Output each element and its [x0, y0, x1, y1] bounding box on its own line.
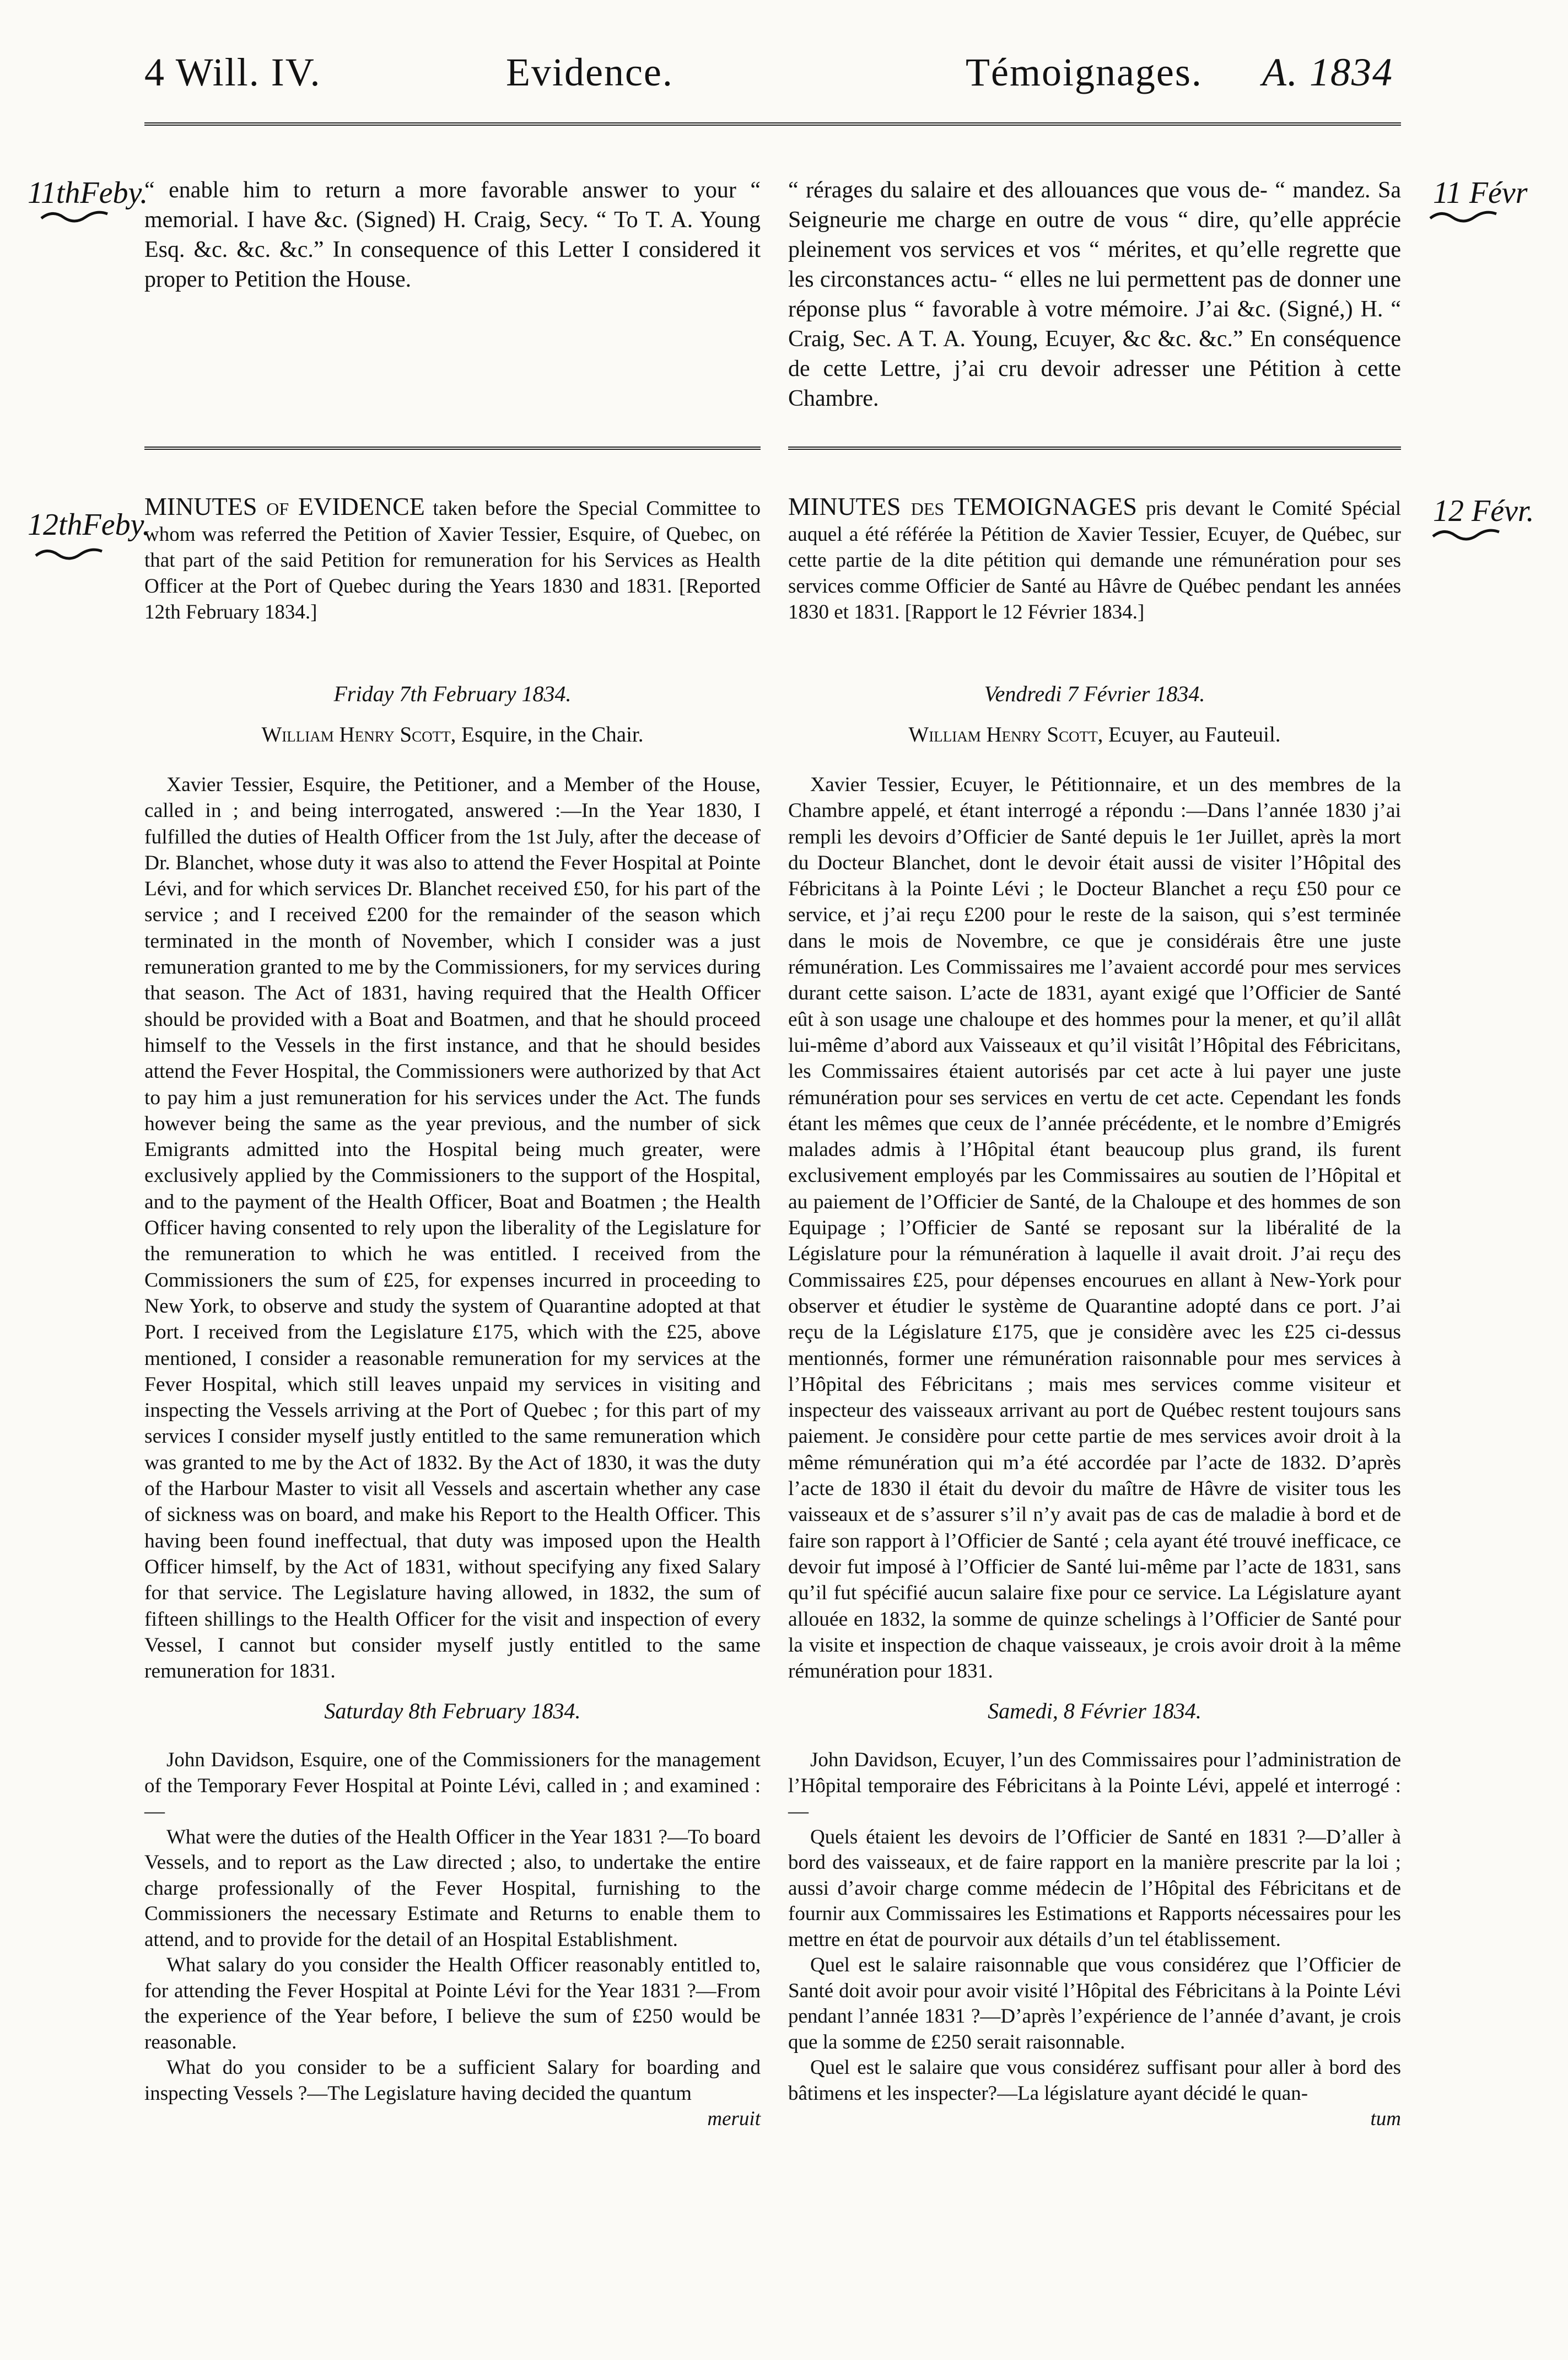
running-head-title-fr: Témoignages.	[966, 50, 1203, 94]
minutes-text: taken before the Special Committee to whom was referred the Petition of Xavier Tessier, Esquire, of Quebec, on that part of the said Petition for remuneration for his Services as Health Officer at the Port of Quebec during the Years 1830 and 1831. [Reported 12th February 1834.]	[144, 497, 761, 623]
paragraph: John Davidson, Ecuyer, l’un des Commissaires pour l’administration de l’Hôpital temporaire des Fébricitans à la Pointe Lévi, appelé et interrogé :—	[788, 1749, 1401, 1823]
testimony-davidson-en	[144, 1748, 761, 2132]
qa-item: What do you consider to be a sufficient Salary for boarding and inspecting Vessels ?—The Legislature having decided the quantum	[144, 2056, 761, 2105]
paragraph: John Davidson, Esquire, one of the Commissioners for the management of the Temporary Fever Hospital at Pointe Lévi, called in ; and examined :—	[144, 1749, 761, 1823]
minutes-lead: MINUTES of EVIDENCE	[144, 492, 425, 520]
qa-item: Quel est le salaire raisonnable que vous considérez que l’Officier de Santé doit avoir pour avoir visité l’Hôpital des Fébricitans à la Pointe Lévi pendant l’année 1831 ?—D’après l’expérience de l’année d’avant, je crois que la somme de £250 serait raisonnable.	[788, 1954, 1401, 2053]
margin-date-fr-1: 11 Févr	[1433, 176, 1528, 210]
letter-text-fr	[788, 175, 1401, 413]
flourish-ornament	[1430, 526, 1502, 543]
minutes-text: pris devant le Comité Spécial auquel a été référée la Pétition de Xavier Tessier, Ecuyer, de Québec, sur cette partie de la dite pétition qui demande une rémunération pour ses services comme Officier de Santé au Hâvre de Québec pendant les années 1830 et 1831. [Rapport le 12 Février 1834.]	[788, 497, 1402, 623]
chair-rest: , Esquire, in the Chair.	[450, 723, 644, 746]
flourish-ornament	[33, 546, 105, 562]
session-date-en-2: Saturday 8th February 1834.	[324, 1698, 581, 1723]
paragraph: Xavier Tessier, Ecuyer, le Pétitionnaire, et un des membres de la Chambre appelé, et étant interrogé a répondu :—Dans l’année 1830 j’ai rempli les devoirs d’Officier de Santé depuis le 1er Juillet, après la mort du Docteur Blanchet, dont le devoir était aussi de visiter l’Hôpital des Fébricitans à la Pointe Lévi ; le Docteur Blanchet a reçu £50 pour ce service, et j’ai reçu £200 pour le reste de la saison, qui s’est terminée dans le mois de Novembre, ce que je considérais être une juste rémunération. Les Commissaires me l’avaient accordé pour mes services durant cette saison. L’acte de 1831, ayant exigé que l’Officier de Santé eût à son usage une chaloupe et des hommes pour la mener, et qu’il allât lui-même d’abord aux Vaisseaux et qu’il visitât l’Hôpital des Fébricitans, les Commissaires étaient autorisés par cet acte à lui payer une juste rémunération pour ses services en vertu de cet acte. Cependant les fonds étant les mêmes que ceux de l’année précédente, et le nombre d’Emigrés malades admis à l’Hôpital étant beaucoup plus grand, ils furent exclusivement employés par les Commissaires au soutien de l’Hôpital et au paiement de l’Officier de Santé, de la Chaloupe et des hommes de son Equipage ; l’Officier de Santé se reposant sur la libéralité de la Législature pour la rémunération à laquelle il avait droit. J’ai reçu des Commissaires £25, pour dépenses encourues en allant à New-York pour observer et étudier le système de Quarantine adopté dans ce port. J’ai reçu de la Législature £175, que je considère avec les £25 ci-dessus mentionnés, former une rémunération raisonnable pour mes services à l’Hôpital des Fébricitans ; mais mes services comme visiteur et inspecteur des vaisseaux arrivant au port de Québec restent toujours sans paiement. Je considère pour cette partie de mes services avoir droit à la même rémunération qui m’a été accordée par l’acte de 1832. D’après l’acte de 1830 il était du devoir du maître de Hâvre de visiter tous les vaisseaux et de s’assurer s’il n’y avait pas de cas de maladie à bord et de faire son rapport à l’Officier de Santé ; cela ayant été trouvé inefficace, ce devoir fut imposé à l’Officier de Santé lui-même par l’acte de 1831, sans qu’il fut spécifié aucun salaire fixe pour ce service. La Législature ayant allouée en 1832, la somme de quinze schelings à l’Officier de Santé pour la visite et inspection de chaque vaisseaux, je crois avoir droit à la même rémunération pour 1831.	[788, 773, 1401, 1683]
margin-date-en-1: 11thFeby.	[28, 176, 148, 210]
minutes-heading-fr	[788, 493, 1401, 625]
paragraph: Xavier Tessier, Esquire, the Petitioner, and a Member of the House, called in ; and being interrogated, answered :—In the Year 1830, I fulfilled the duties of Health Officer from the 1st July, after the decease of Dr. Blanchet, whose duty it was also to attend the Fever Hospital at Pointe Lévi, and for which services Dr. Blanchet received £50, for his part of the service ; and I received £200 for the remainder of the season which terminated in the month of November, which I consider was a just remuneration granted to me by the Commissioners, for my services during that season. The Act of 1831, having required that the Health Officer should be provided with a Boat and Boatmen, and that he should proceed himself to the Vessels in the first instance, and that he should besides attend the Fever Hospital, the Commissioners were authorized by that Act to pay him a just remuneration for his services under the Act. The funds however being the same as the year previous, and the number of sick Emigrants admitted into the Hospital being much greater, were exclusively applied by the Commissioners to the support of the Hospital, and to the payment of the Health Officer, Boat and Boatmen ; the Health Officer having consented to rely upon the liberality of the Legislature for the remuneration to which he was entitled. I received from the Commissioners the sum of £25, for expenses incurred in proceeding to New York, to observe and study the system of Quarantine adopted at that Port. I received from the Legislature £175, which with the £25, above mentioned, I consider a reasonable remuneration for my services at the Fever Hospital, which still leaves unpaid my services in visiting and inspecting the Vessels arriving at the Port of Quebec ; for this part of my services I consider myself justly entitled to the same remuneration which was granted to me by the Act of 1832. By the Act of 1830, it was the duty of the Harbour Master to visit all Vessels and ascertain whether any case of sickness was on board, and make his Report to the Health Officer. This having been found ineffectual, that duty was imposed upon the Health Officer himself, by the Act of 1831, without specifying any fixed Salary for that service. The Legislature having allowed, in 1832, the sum of fifteen shillings to the Health Officer for the visit and inspection of every Vessel, I cannot but consider myself justly entitled to the same remuneration for 1831.	[144, 773, 761, 1683]
testimony-tessier-en	[144, 772, 761, 1684]
session-date-fr-2: Samedi, 8 Février 1834.	[988, 1698, 1201, 1723]
chair-line-en	[144, 722, 761, 747]
chair-name: William Henry Scott	[908, 723, 1098, 746]
minutes-lead: MINUTES des TEMOIGNAGES	[788, 492, 1137, 520]
flourish-ornament	[39, 208, 110, 225]
running-head-title-en: Evidence.	[506, 50, 673, 94]
testimony-davidson-fr	[788, 1748, 1401, 2132]
letter-text-en	[144, 175, 761, 294]
section-rule-fr	[788, 447, 1401, 455]
header-rule	[144, 122, 1401, 131]
chair-rest: , Ecuyer, au Fauteuil.	[1097, 723, 1281, 746]
qa-item: What were the duties of the Health Officer in the Year 1831 ?—To board Vessels, and to report as the Law directed ; also, to undertake the entire charge professionally of the Fever Hospital, furnishing to the Commissioners the necessary Estimate and Returns to enable them to attend, and to provide for the detail of an Hospital Establishment.	[144, 1825, 761, 1951]
chair-line-fr	[788, 722, 1401, 747]
flourish-ornament	[1427, 208, 1499, 225]
testimony-tessier-fr	[788, 772, 1401, 1684]
session-date-en: Friday 7th February 1834.	[333, 681, 572, 706]
minutes-heading-en	[144, 493, 761, 625]
margin-date-en-2: 12thFeby.	[28, 508, 150, 542]
session-date-fr: Vendredi 7 Février 1834.	[984, 681, 1205, 706]
qa-item: Quels étaient les devoirs de l’Officier de Santé en 1831 ?—D’aller à bord des vaisseaux, et de faire rapport en la manière prescrite par la loi ; aussi d’avoir charge comme médecin de l’Hôpital des Fébricitans et de fournir aux Commissaires les Estimations et Rapports nécessaires pour les mettre en état de pourvoir aux détails d’un tel établissement.	[788, 1825, 1401, 1951]
qa-item: Quel est le salaire que vous considérez suffisant pour aller à bord des bâtimens et les inspecter?—La législature ayant décidé le quan-	[788, 2056, 1401, 2105]
catchword: tum	[1370, 2108, 1401, 2130]
margin-date-fr-2: 12 Févr.	[1433, 494, 1534, 528]
paragraph: “ rérages du salaire et des allouances que vous de- “ mandez. Sa Seigneurie me charge en outre de vous “ dire, qu’elle apprécie pleinement vos services et vos “ mérites, et qu’elle regrette que les circonstances actu- “ elles ne lui permettent pas de donner une réponse plus “ favorable à votre mémoire. J’ai &c. (Signé,) H. “ Craig, Sec. A T. A. Young, Ecuyer, &c &c. &c.” En conséquence de cette Lettre, j’ai cru devoir adresser une Pétition à cette Chambre.	[788, 178, 1401, 411]
running-head-reign: 4 Will. IV.	[144, 50, 321, 94]
running-head-year: A. 1834	[1262, 50, 1393, 94]
section-rule-en	[144, 447, 761, 455]
catchword: meruit	[707, 2108, 761, 2130]
paragraph: “ enable him to return a more favorable answer to your “ memorial. I have &c. (Signed) H. Craig, Secy. “ To T. A. Young Esq. &c. &c. &c.” In consequence of this Letter I considered it proper to Petition the House.	[144, 178, 761, 292]
chair-name: William Henry Scott	[261, 723, 451, 746]
qa-item: What salary do you consider the Health Officer reasonably entitled to, for attending the Fever Hospital at Pointe Lévi for the Year 1831 ?—From the experience of the Year before, I believe the sum of £250 would be reasonable.	[144, 1954, 761, 2053]
